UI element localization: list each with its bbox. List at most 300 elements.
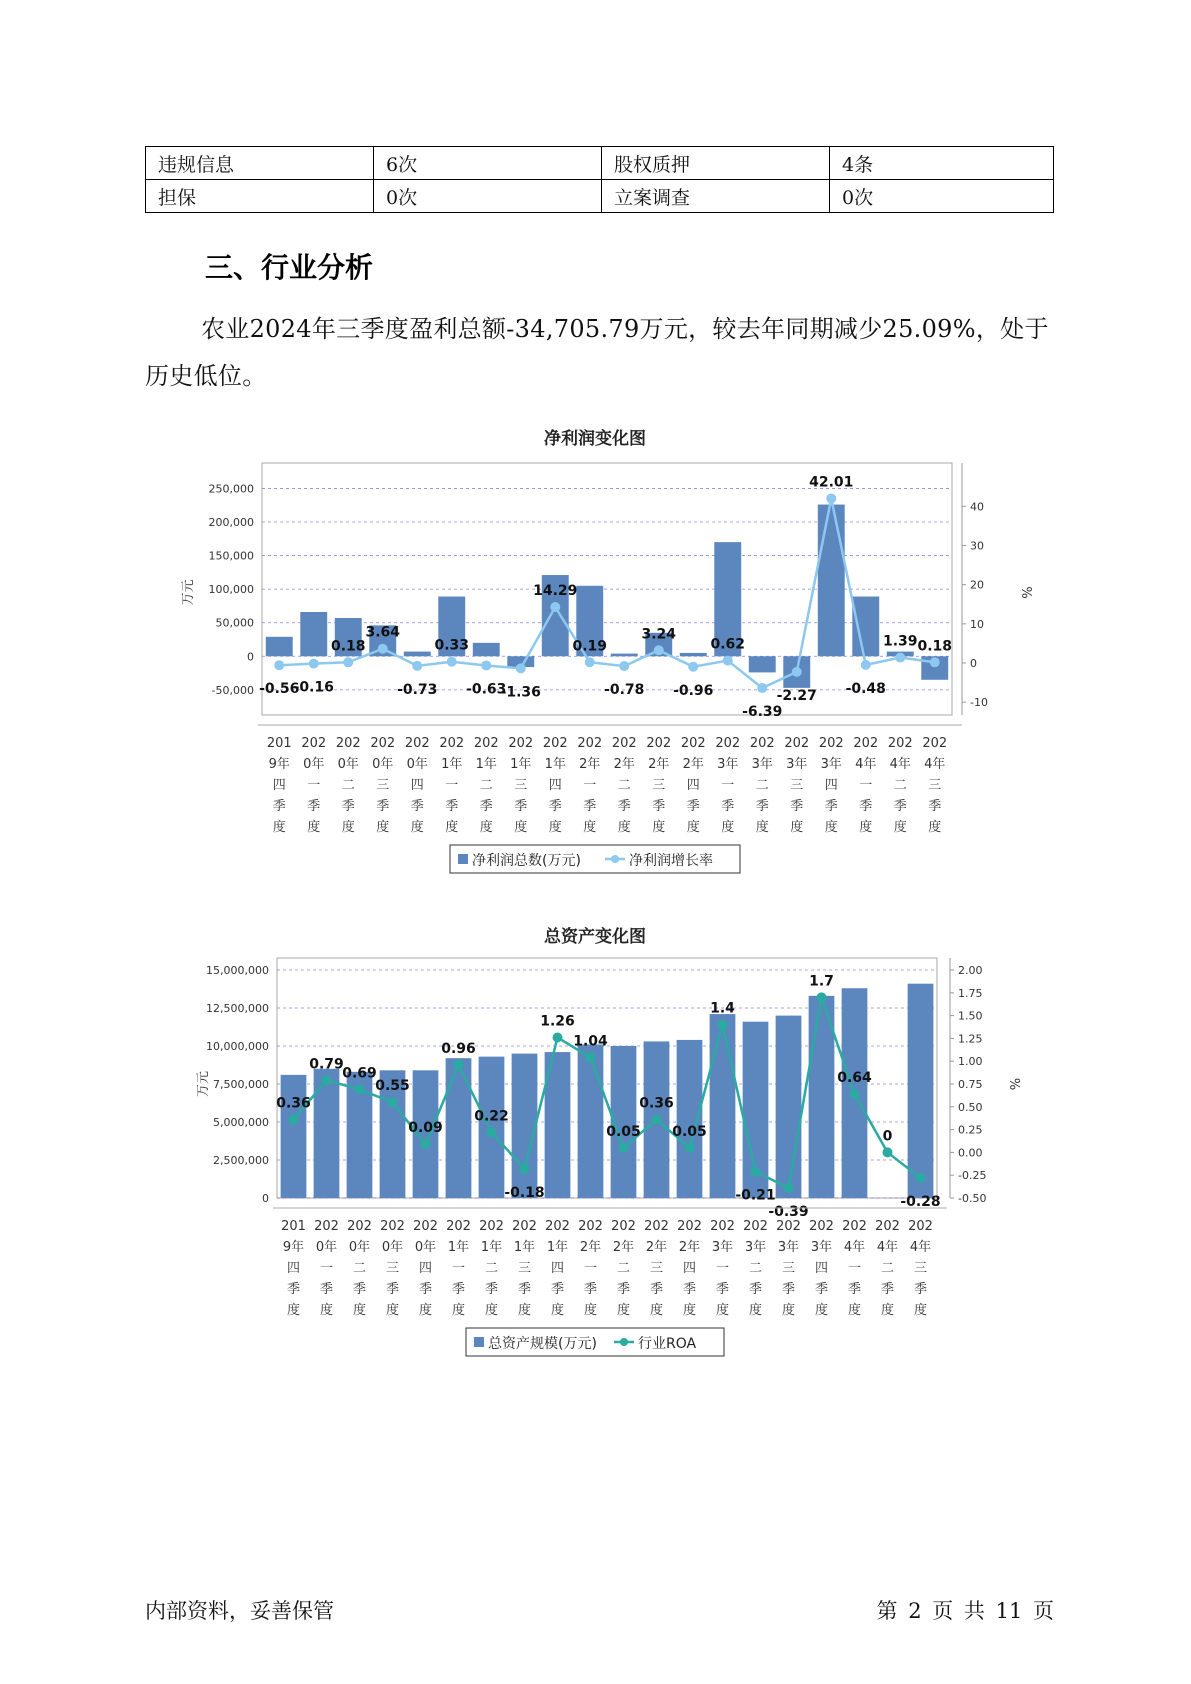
bar [404, 652, 431, 657]
x-tick-label-line: 度 [445, 820, 459, 835]
x-tick-label-line: 三 [649, 1261, 664, 1276]
x-tick-label-line: 一 [445, 778, 459, 793]
line-point [654, 645, 664, 655]
x-tick-label [776, 1219, 801, 1318]
bar [300, 612, 327, 656]
net-profit-chart [0, 420, 1191, 880]
x-tick-label [715, 736, 740, 835]
data-label: 0.09 [408, 1120, 443, 1137]
x-tick-label-line: 季 [410, 799, 424, 814]
x-tick-label-line: 0年 [381, 1240, 404, 1255]
x-tick-label [281, 1219, 306, 1318]
x-tick-label-line: 一 [583, 778, 597, 793]
line-point [309, 659, 319, 669]
data-label: -6.39 [742, 704, 783, 721]
line-point [412, 661, 422, 671]
x-tick-label-line: 3年 [786, 757, 808, 772]
x-tick-label-line: 二 [484, 1261, 499, 1276]
x-tick-label-line: 二 [755, 778, 769, 793]
legend-line-label: 净利润增长率 [629, 853, 713, 869]
x-tick-label-line: 季 [913, 1282, 928, 1297]
bar [512, 1054, 538, 1198]
x-tick-label-line: 1年 [544, 757, 566, 772]
y2-tick-label: -0.50 [958, 1192, 987, 1205]
x-tick-label [819, 736, 844, 835]
x-tick-label-line: 度 [748, 1303, 763, 1318]
x-tick-label-line: 三 [514, 778, 528, 793]
data-label: 3.24 [641, 626, 677, 643]
x-tick-label-line: 度 [790, 820, 804, 835]
line-point [784, 1183, 794, 1193]
line-point [718, 1020, 728, 1030]
x-tick-label-line: 四 [410, 778, 424, 793]
x-tick-label-line: 201 [281, 1219, 306, 1234]
y2-tick-label: 0.25 [958, 1123, 983, 1137]
x-tick-label-line: 度 [286, 1303, 301, 1318]
x-tick-label-line: 2年 [579, 757, 601, 772]
line-point [619, 661, 629, 671]
x-tick-label-line: 二 [479, 778, 493, 793]
x-tick-label-line: 度 [814, 1303, 829, 1318]
x-tick-label-line: 四 [548, 778, 562, 793]
data-label: 0.18 [917, 638, 953, 655]
bar [578, 1044, 604, 1198]
data-label: -0.39 [768, 1203, 809, 1220]
section-paragraph: 农业2024年三季度盈利总额-34,705.79万元，较去年同期减少25.09%，处于历史低位。 [145, 315, 1049, 390]
data-label: 0.64 [837, 1070, 872, 1087]
x-tick-label-line: 度 [479, 820, 493, 835]
data-label: 1.04 [573, 1033, 608, 1050]
y2-tick-label: 0.00 [958, 1146, 983, 1160]
x-tick-label-line: 202 [370, 736, 396, 751]
x-tick-label-line: 季 [550, 1282, 565, 1297]
y-tick-label: 200,000 [208, 516, 254, 529]
x-tick-label-line: 0年 [372, 757, 394, 772]
x-tick-label-line: 季 [451, 1282, 466, 1297]
x-tick-label-line: 四 [682, 1261, 697, 1276]
data-label: 1.7 [809, 973, 834, 990]
x-tick-label-line: 202 [512, 1219, 537, 1234]
info-table [145, 146, 1054, 213]
x-tick-label-line: 2年 [682, 757, 704, 772]
data-label: -1.36 [500, 684, 541, 701]
data-label: -0.18 [504, 1184, 545, 1201]
x-tick-label [612, 736, 637, 835]
chart-title: 总资产变化图 [544, 927, 646, 947]
line-point [585, 657, 595, 667]
x-tick-label-line: 季 [686, 799, 700, 814]
x-tick-label-line: 季 [682, 1282, 697, 1297]
x-tick-label-line: 度 [682, 1303, 697, 1318]
x-tick-label-line: 季 [319, 1282, 334, 1297]
x-tick-label-line: 9年 [268, 757, 290, 772]
x-tick-label-line: 一 [451, 1261, 466, 1276]
x-tick-label-line: 202 [743, 1219, 768, 1234]
x-tick-label-line: 季 [484, 1282, 499, 1297]
x-tick-label-line: 季 [928, 799, 942, 814]
x-tick-label [784, 736, 809, 835]
x-tick-label [809, 1219, 834, 1318]
x-tick-label-line: 季 [715, 1282, 730, 1297]
line-point [861, 660, 871, 670]
line-point [454, 1060, 464, 1070]
table-cell: 0次 [830, 180, 1054, 213]
line-point [751, 1167, 761, 1177]
x-tick-label-line: 度 [721, 820, 735, 835]
legend-bar-swatch [458, 854, 468, 864]
x-tick-label-line: 4年 [855, 757, 877, 772]
x-tick-label-line: 0年 [406, 757, 428, 772]
x-tick-label-line: 季 [859, 799, 873, 814]
y-tick-label: 100,000 [208, 583, 254, 597]
line-point [792, 667, 802, 677]
x-tick-label-line: 202 [473, 736, 499, 751]
x-tick-label [439, 736, 464, 835]
data-label: 0.55 [375, 1078, 410, 1095]
x-tick-label-line: 度 [583, 820, 597, 835]
y-tick-label: 5,000,000 [213, 1116, 269, 1129]
y2-tick-label: 1.25 [958, 1032, 983, 1046]
data-label: -2.27 [776, 687, 817, 704]
data-label: 0.69 [342, 1065, 377, 1082]
x-tick-label-line: 季 [583, 1282, 598, 1297]
data-label: -0.16 [293, 679, 334, 696]
x-tick-label-line: 度 [319, 1303, 334, 1318]
y-tick-label: 10,000,000 [206, 1040, 269, 1053]
line-point [343, 657, 353, 667]
x-tick-label-line: 度 [652, 820, 666, 835]
x-tick-label [380, 1219, 405, 1318]
x-tick-label-line: 二 [341, 778, 355, 793]
y-tick-label: 50,000 [215, 616, 254, 630]
line-point [447, 657, 457, 667]
bar [446, 1058, 472, 1198]
y-tick-label: 12,500,000 [206, 1002, 269, 1015]
bar [749, 656, 776, 672]
line-point [378, 644, 388, 654]
footer-page-number: 第 2 页 共 11 页 [876, 1599, 1054, 1623]
x-tick-label-line: 202 [545, 1219, 570, 1234]
x-tick-label-line: 季 [748, 1282, 763, 1297]
x-tick-label-line: 三 [781, 1261, 796, 1276]
x-tick-label-line: 一 [319, 1261, 334, 1276]
y-tick-label: 0 [247, 650, 254, 664]
x-tick-label [710, 1219, 735, 1318]
data-label: -0.28 [900, 1193, 941, 1210]
x-tick-label-line: 4年 [909, 1240, 932, 1255]
x-tick-label-line: 202 [479, 1219, 504, 1234]
x-tick-label-line: 202 [784, 736, 810, 751]
x-tick-label-line: 202 [577, 736, 603, 751]
x-tick-label-line: 202 [875, 1219, 900, 1234]
x-tick-label-line: 202 [842, 1219, 867, 1234]
x-tick-label-line: 202 [542, 736, 568, 751]
bar [776, 1016, 802, 1198]
data-label: 0.19 [572, 638, 608, 655]
y2-tick-label: 10 [970, 617, 984, 631]
x-tick-label-line: 度 [824, 820, 838, 835]
x-tick-label-line: 四 [286, 1261, 301, 1276]
x-tick-label-line: 度 [617, 820, 631, 835]
line-point [930, 657, 940, 667]
footer-confidential-note: 内部资料，妥善保管 [145, 1599, 334, 1623]
x-tick-label-line: 1年 [480, 1240, 503, 1255]
y2-axis-label: % [1006, 1077, 1021, 1091]
x-tick-label-line: 度 [715, 1303, 730, 1318]
x-tick-label-line: 度 [781, 1303, 796, 1318]
x-tick-label [512, 1219, 537, 1318]
x-tick-label-line: 1年 [546, 1240, 569, 1255]
x-tick-label-line: 度 [550, 1303, 565, 1318]
x-tick-label-line: 1年 [447, 1240, 470, 1255]
x-tick-label-line: 一 [307, 778, 321, 793]
data-label: -0.63 [466, 681, 507, 698]
x-tick-label-line: 季 [307, 799, 321, 814]
x-tick-label [922, 736, 947, 835]
x-tick-label-line: 季 [893, 799, 907, 814]
x-tick-label-line: 202 [611, 736, 637, 751]
x-tick-label [479, 1219, 504, 1318]
x-tick-label [474, 736, 499, 835]
x-tick-label-line: 202 [644, 1219, 669, 1234]
data-label: 0.22 [474, 1108, 509, 1125]
table-row [146, 180, 1054, 213]
table-cell: 0次 [374, 180, 602, 213]
x-tick-label-line: 202 [380, 1219, 405, 1234]
bar [908, 984, 934, 1198]
line-point [723, 656, 733, 666]
x-tick-label [875, 1219, 900, 1318]
x-tick-label [888, 736, 913, 835]
x-tick-label-line: 202 [347, 1219, 372, 1234]
x-tick-label-line: 二 [880, 1261, 895, 1276]
x-tick-label-line: 202 [578, 1219, 603, 1234]
y-tick-label: 0 [262, 1192, 269, 1205]
x-tick-label-line: 202 [301, 736, 327, 751]
line-point [619, 1143, 629, 1153]
x-tick-label [314, 1219, 339, 1318]
data-label: 14.29 [533, 583, 578, 600]
x-tick-label-line: 4年 [924, 757, 946, 772]
x-tick-label-line: 度 [272, 820, 286, 835]
line-point [516, 663, 526, 673]
x-tick-label [413, 1219, 438, 1318]
table-cell: 违规信息 [146, 147, 374, 180]
x-tick-label-line: 二 [617, 778, 631, 793]
x-tick-label [347, 1219, 372, 1318]
line-point [388, 1097, 398, 1107]
data-label: 0 [882, 1128, 893, 1145]
y-tick-label: -50,000 [211, 683, 254, 697]
x-tick-label-line: 度 [649, 1303, 664, 1318]
x-tick-label-line: 一 [583, 1261, 598, 1276]
x-tick-label-line: 202 [335, 736, 361, 751]
x-tick-label [267, 736, 292, 835]
y2-tick-label: 1.50 [958, 1009, 983, 1023]
x-tick-label-line: 202 [508, 736, 534, 751]
legend-line-marker [620, 1338, 628, 1346]
legend-line-label: 行业ROA [638, 1336, 697, 1352]
x-tick-label-line: 202 [818, 736, 844, 751]
x-tick-label-line: 季 [479, 799, 493, 814]
x-tick-label-line: 季 [385, 1282, 400, 1297]
x-tick-label-line: 季 [824, 799, 838, 814]
x-tick-label-line: 季 [790, 799, 804, 814]
net-profit-chart-svg [0, 420, 1191, 880]
x-tick-label [743, 1219, 768, 1318]
x-tick-label-line: 度 [418, 1303, 433, 1318]
x-tick-label-line: 度 [548, 820, 562, 835]
data-label: 0.33 [434, 637, 470, 654]
x-tick-label [611, 1219, 636, 1318]
x-tick-label-line: 度 [484, 1303, 499, 1318]
data-label: -0.48 [845, 680, 886, 697]
y2-tick-label: -0.25 [958, 1169, 987, 1183]
bar [473, 643, 500, 656]
x-tick-label-line: 三 [385, 1261, 400, 1276]
y2-tick-label: 0.50 [958, 1100, 983, 1114]
line-point [826, 493, 836, 503]
x-tick-label-line: 度 [880, 1303, 895, 1318]
x-tick-label [644, 1219, 669, 1318]
legend-bar-swatch [474, 1337, 484, 1347]
x-tick-label-line: 季 [341, 799, 355, 814]
line-point [553, 1032, 563, 1042]
x-tick-label [336, 736, 361, 835]
x-tick-label-line: 202 [922, 736, 948, 751]
data-label: 0.05 [606, 1123, 641, 1140]
x-tick-label-line: 季 [445, 799, 459, 814]
x-tick-label [405, 736, 430, 835]
x-tick-label-line: 202 [809, 1219, 834, 1234]
y-tick-label: 2,500,000 [213, 1154, 269, 1167]
bar [710, 1014, 736, 1198]
data-label: 42.01 [809, 474, 854, 491]
x-tick-label [545, 1219, 570, 1318]
x-tick-label-line: 度 [859, 820, 873, 835]
y2-tick-label: -10 [970, 696, 988, 710]
x-tick-label-line: 0年 [303, 757, 325, 772]
x-tick-label-line: 0年 [348, 1240, 371, 1255]
y-tick-label: 15,000,000 [206, 964, 269, 977]
x-tick-label-line: 2年 [645, 1240, 668, 1255]
x-tick-label-line: 202 [314, 1219, 339, 1234]
x-tick-label-line: 1年 [441, 757, 463, 772]
y-tick-label: 7,500,000 [213, 1078, 269, 1091]
x-tick-label-line: 一 [859, 778, 873, 793]
y-axis-label: 万元 [196, 1070, 211, 1098]
x-tick-label-line: 季 [514, 799, 528, 814]
x-tick-label-line: 2年 [648, 757, 670, 772]
chart-title: 净利润变化图 [544, 429, 646, 449]
x-tick-label [508, 736, 533, 835]
line-point [481, 660, 491, 670]
x-tick-label-line: 度 [616, 1303, 631, 1318]
data-label: 0.36 [639, 1095, 674, 1112]
x-tick-label-line: 三 [913, 1261, 928, 1276]
y2-axis-label: % [1018, 586, 1033, 599]
x-tick-label-line: 2年 [612, 1240, 635, 1255]
x-tick-label-line: 二 [893, 778, 907, 793]
x-tick-label-line: 度 [514, 820, 528, 835]
total-assets-chart [0, 918, 1191, 1378]
data-label: -0.56 [259, 681, 300, 698]
x-tick-label-line: 季 [755, 799, 769, 814]
x-tick-label-line: 3年 [810, 1240, 833, 1255]
x-tick-label-line: 202 [908, 1219, 933, 1234]
x-tick-label-line: 2年 [678, 1240, 701, 1255]
x-tick-label-line: 3年 [711, 1240, 734, 1255]
x-tick-label-line: 度 [385, 1303, 400, 1318]
x-tick-label-line: 季 [649, 1282, 664, 1297]
x-tick-label-line: 4年 [876, 1240, 899, 1255]
bar [680, 653, 707, 656]
x-tick-label-line: 202 [776, 1219, 801, 1234]
x-tick-label-line: 度 [893, 820, 907, 835]
x-tick-label [842, 1219, 867, 1318]
x-tick-label-line: 三 [652, 778, 666, 793]
x-tick-label-line: 3年 [717, 757, 739, 772]
x-tick-label-line: 202 [749, 736, 775, 751]
x-tick-label [577, 736, 602, 835]
x-tick-label-line: 度 [686, 820, 700, 835]
table-cell: 股权质押 [602, 147, 830, 180]
y2-tick-label: 2.00 [958, 964, 983, 977]
data-label: 1.39 [882, 633, 918, 650]
data-label: -0.96 [673, 682, 714, 699]
x-tick-label-line: 1年 [510, 757, 532, 772]
line-point [652, 1115, 662, 1125]
x-tick-label-line: 季 [376, 799, 390, 814]
x-tick-label-line: 度 [352, 1303, 367, 1318]
line-point [487, 1127, 497, 1137]
y-tick-label: 150,000 [208, 549, 254, 563]
x-tick-label-line: 二 [352, 1261, 367, 1276]
line-point [817, 992, 827, 1002]
x-tick-label-line: 季 [814, 1282, 829, 1297]
x-tick-label [750, 736, 775, 835]
x-tick-label-line: 0年 [414, 1240, 437, 1255]
y2-tick-label: 1.75 [958, 986, 983, 1000]
y2-tick-label: 0 [970, 657, 977, 670]
x-tick-label-line: 202 [439, 736, 465, 751]
x-tick-label-line: 季 [652, 799, 666, 814]
bar [818, 505, 845, 657]
x-tick-label [543, 736, 568, 835]
x-tick-label-line: 度 [517, 1303, 532, 1318]
x-tick-label-line: 度 [376, 820, 390, 835]
x-tick-label-line: 0年 [315, 1240, 338, 1255]
x-tick-label-line: 一 [847, 1261, 862, 1276]
x-tick-label-line: 202 [413, 1219, 438, 1234]
x-tick-label-line: 季 [272, 799, 286, 814]
x-tick-label-line: 202 [887, 736, 913, 751]
data-label: 0.62 [710, 636, 746, 653]
data-label: -0.21 [735, 1187, 776, 1204]
x-tick-label-line: 度 [307, 820, 321, 835]
x-tick-label-line: 季 [286, 1282, 301, 1297]
data-label: 1.26 [540, 1013, 575, 1030]
x-tick-label-line: 2年 [613, 757, 635, 772]
x-tick-label-line: 3年 [751, 757, 773, 772]
x-tick-label-line: 四 [824, 778, 838, 793]
x-tick-label [646, 736, 671, 835]
x-tick-label-line: 一 [721, 778, 735, 793]
data-label: 0.18 [330, 638, 366, 655]
y2-tick-label: 1.00 [958, 1055, 983, 1069]
line-point [586, 1053, 596, 1063]
x-tick-label-line: 1年 [513, 1240, 536, 1255]
